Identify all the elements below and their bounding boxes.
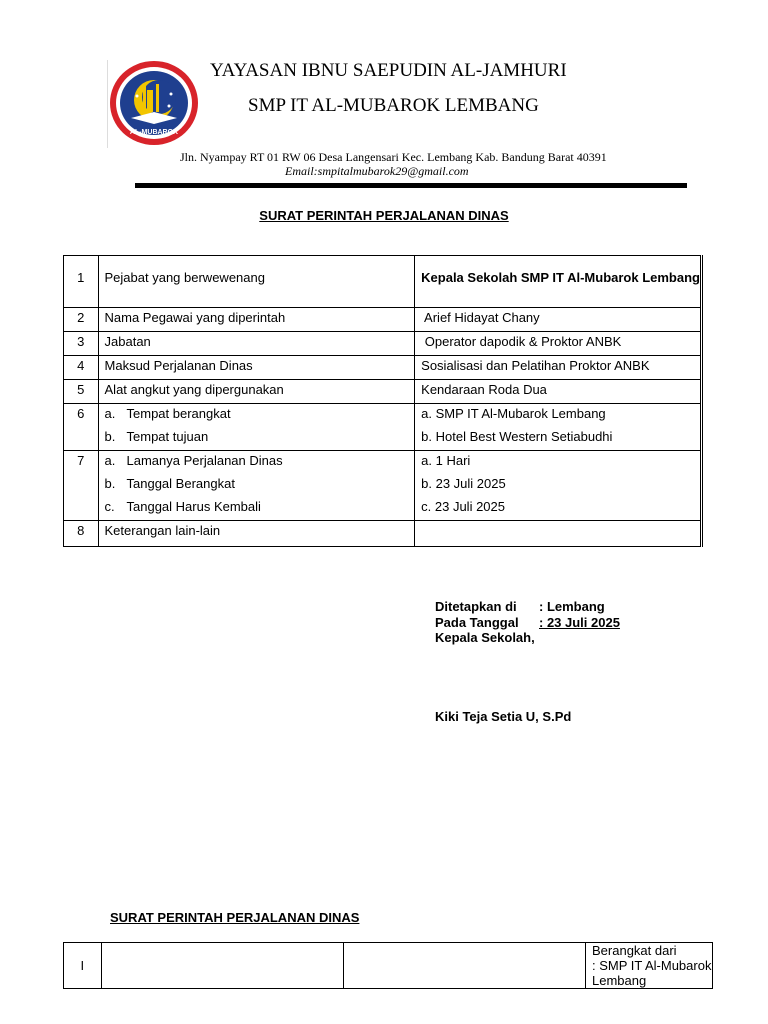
table-row (64, 332, 702, 356)
document-title: SURAT PERINTAH PERJALANAN DINAS (259, 208, 509, 223)
row-value: b. Hotel Best Western Setiabudhi (421, 429, 613, 444)
foundation-name: YAYASAN IBNU SAEPUDIN AL-JAMHURI (210, 60, 567, 81)
row-value (421, 521, 700, 544)
row-value: Sosialisasi dan Pelatihan Proktor ANBK (421, 358, 650, 373)
second-document-title: SURAT PERINTAH PERJALANAN DINAS (110, 910, 360, 925)
table-row (64, 943, 713, 989)
row-label: Keterangan lain-lain (104, 523, 221, 538)
table-row (64, 521, 702, 547)
row-number: 3 (77, 334, 85, 349)
date-label: Pada Tanggal (435, 615, 519, 630)
sub-marker: c. (104, 499, 115, 514)
row-label: Maksud Perjalanan Dinas (104, 358, 253, 373)
row-number: 8 (77, 523, 85, 538)
school-email: Email:smpitalmubarok29@gmail.com (285, 164, 469, 178)
row-value: Kendaraan Roda Dua (421, 382, 547, 397)
row-number: 1 (77, 270, 85, 285)
header-divider (135, 183, 687, 188)
departure-cell (586, 943, 713, 989)
row-value: c. 23 Juli 2025 (421, 499, 505, 514)
empty-cell (101, 943, 343, 989)
row-value: a. SMP IT Al-Mubarok Lembang (421, 406, 606, 421)
row-label: Alat angkut yang dipergunakan (104, 382, 284, 397)
date-value: : 23 Juli 2025 (539, 615, 620, 630)
place-value: : Lembang (539, 599, 605, 614)
row-label: Pejabat yang berwewenang (104, 270, 265, 285)
sub-marker: b. (104, 476, 116, 491)
table-row (64, 308, 702, 332)
row-number: 4 (77, 358, 85, 373)
table-row (64, 380, 702, 404)
row-label: Tanggal Harus Kembali (126, 499, 261, 514)
table-row (64, 404, 702, 451)
row-label: Lamanya Perjalanan Dinas (126, 453, 283, 468)
svg-text:AL-MUBAROK: AL-MUBAROK (129, 129, 179, 136)
row-value: a. 1 Hari (421, 453, 471, 468)
table-row (64, 356, 702, 380)
departure-table (63, 942, 713, 989)
row-label: Tempat berangkat (126, 406, 231, 421)
row-label: Jabatan (104, 334, 151, 349)
row-value: Kepala Sekolah SMP IT Al-Mubarok Lembang (421, 270, 700, 285)
signature-position: Kepala Sekolah, (435, 630, 535, 645)
sub-marker: a. (104, 406, 116, 421)
signatory-name: Kiki Teja Setia U, S.Pd (435, 709, 572, 724)
row-label: Tempat tujuan (126, 429, 209, 444)
signature-place (435, 599, 605, 614)
departure-label: Berangkat dari (592, 943, 677, 958)
school-address: Jln. Nyampay RT 01 RW 06 Desa Langensari Kec. Lembang Kab. Bandung Barat 40391 (180, 150, 607, 164)
row-value: b. 23 Juli 2025 (421, 476, 506, 491)
departure-value: : SMP IT Al-Mubarok Lembang (592, 958, 712, 988)
place-label: Ditetapkan di (435, 599, 517, 614)
empty-cell (343, 943, 585, 989)
row-value: Operator dapodik & Proktor ANBK (421, 334, 622, 349)
row-number: 6 (77, 406, 85, 421)
school-logo (107, 60, 202, 148)
row-number: 7 (77, 453, 85, 468)
row-value: Arief Hidayat Chany (421, 310, 540, 325)
sub-marker: b. (104, 429, 116, 444)
roman-number: I (64, 943, 102, 989)
row-number: 5 (77, 382, 85, 397)
table-row (64, 256, 702, 308)
sub-marker: a. (104, 453, 116, 468)
school-name: SMP IT AL-MUBAROK LEMBANG (248, 95, 539, 116)
table-row (64, 451, 702, 521)
row-label: Nama Pegawai yang diperintah (104, 310, 286, 325)
row-number: 2 (77, 310, 85, 325)
row-label: Tanggal Berangkat (126, 476, 235, 491)
assignment-table (63, 255, 703, 547)
signature-date (435, 615, 620, 630)
